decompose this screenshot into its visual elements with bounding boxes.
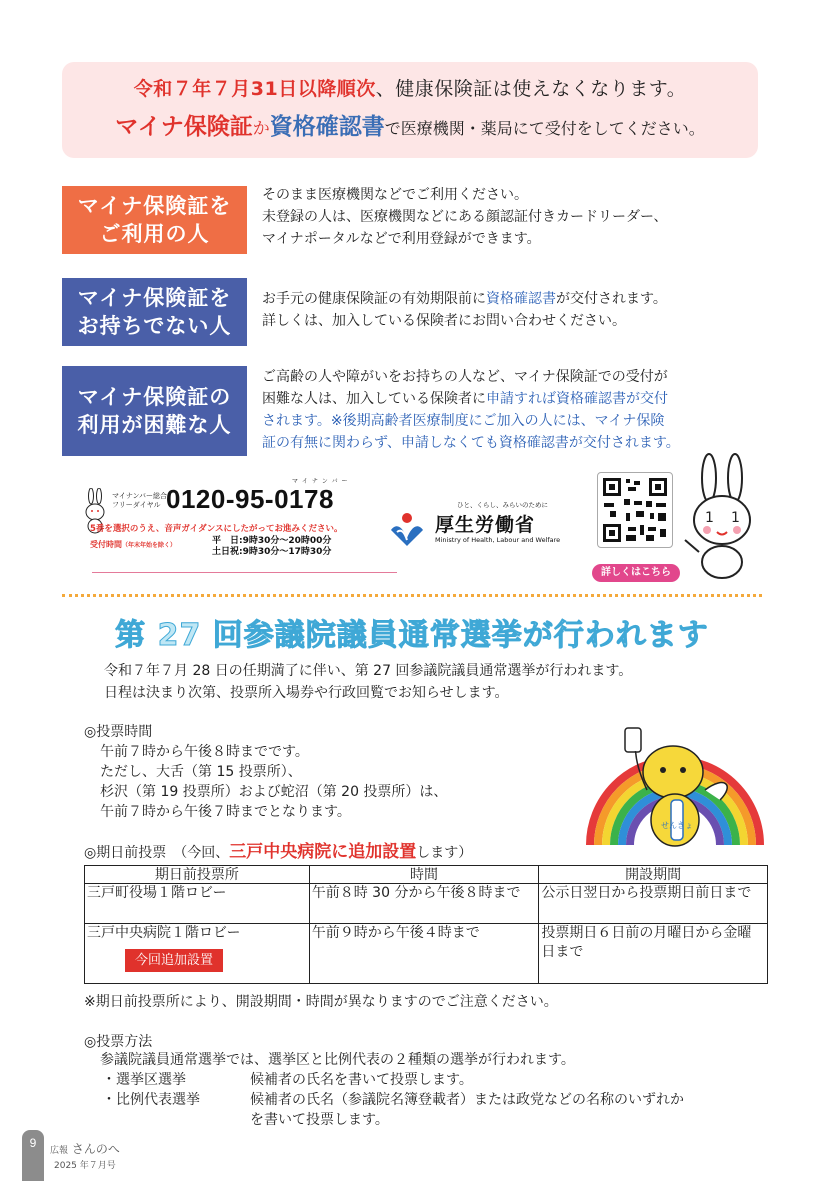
section-divider bbox=[62, 594, 762, 597]
more-info-link[interactable]: 詳しくはこちら bbox=[592, 564, 680, 582]
free-dial-name bbox=[112, 492, 167, 510]
magazine-name bbox=[50, 1140, 120, 1157]
notice-maina-hokensho: マイナ保険証 bbox=[115, 114, 253, 140]
case-1-desc-line: 未登録の人は、医療機関などにある顔認証付きカードリーダー、 bbox=[262, 209, 668, 225]
case-2-label-line-2: お持ちでない人 bbox=[77, 314, 232, 338]
case-3-desc-line: ご高齢の人や障がいをお持ちの人など、マイナ保険証での受付が bbox=[262, 369, 668, 385]
phone-number[interactable]: 0120-95-0178 bbox=[166, 484, 334, 514]
case-1-description bbox=[262, 184, 762, 250]
voting-method-line: 参議院議員通常選挙では、選挙区と比例代表の２種類の選挙が行われます。 bbox=[100, 1052, 575, 1068]
early-voting-heading-a: ◎期日前投票 （今回、 bbox=[84, 845, 230, 861]
case-3-label-line-2: 利用が困難な人 bbox=[77, 413, 232, 437]
case-2-desc-line: 詳しくは、加入している保険者にお問い合わせください。 bbox=[262, 313, 626, 329]
table-cell-text: 三戸中央病院１階ロビー bbox=[87, 925, 241, 941]
case-1-label-line-2: ご利用の人 bbox=[99, 222, 210, 246]
early-voting-table bbox=[84, 865, 768, 984]
bunny-mascot-large-icon bbox=[677, 452, 767, 582]
magazine-prefix: 広報 bbox=[50, 1146, 69, 1156]
hours-note: （年末年始を除く） bbox=[122, 542, 177, 549]
table-header: 開設期間 bbox=[539, 866, 768, 884]
method-item bbox=[100, 1070, 770, 1090]
contact-band bbox=[62, 472, 762, 582]
mhlw-english-name: Ministry of Health, Labour and Welfare bbox=[435, 536, 561, 544]
table-cell: 三戸町役場１階ロビー bbox=[85, 884, 310, 924]
voting-method-line: を書いて投票します。 bbox=[250, 1112, 389, 1128]
issue-date: 2025 年７月号 bbox=[54, 1161, 116, 1171]
free-dial-box bbox=[82, 478, 422, 566]
early-voting-heading-end: します） bbox=[416, 845, 473, 861]
table-header-row bbox=[85, 866, 768, 884]
case-2-desc-highlight: 資格確認書 bbox=[486, 291, 556, 307]
case-3-desc-a: 困難な人は、加入している保険者に bbox=[262, 391, 486, 407]
table-cell: 公示日翌日から投票期日前日まで bbox=[539, 884, 768, 924]
table-row bbox=[85, 884, 768, 924]
notice-line-1-rest: 、健康保険証は使えなくなります。 bbox=[375, 78, 687, 100]
early-voting-note: ※期日前投票所により、開設期間・時間が異なりますのでご注意ください。 bbox=[84, 994, 558, 1010]
case-2-desc-a: お手元の健康保険証の有効期限前に bbox=[262, 291, 486, 307]
case-3-desc-highlight: 申請すれば資格確認書が交付 bbox=[486, 391, 668, 407]
case-3-desc-line: されます。※後期高齢者医療制度にご加入の人には、マイナ保険 bbox=[262, 413, 665, 429]
early-voting-heading bbox=[84, 842, 472, 863]
mhlw-logo bbox=[387, 502, 567, 552]
divider bbox=[92, 572, 397, 573]
table-cell bbox=[85, 924, 310, 984]
hours-weekend: 土日祝:9時30分～17時30分 bbox=[212, 547, 332, 557]
case-3-desc-line bbox=[262, 432, 762, 454]
election-mascot-icon bbox=[585, 720, 765, 850]
page-number: 9 bbox=[22, 1130, 44, 1181]
method-item-name: ・比例代表選挙 bbox=[102, 1092, 200, 1108]
method-item bbox=[100, 1090, 770, 1110]
mhlw-name: 厚生労働省 bbox=[435, 514, 536, 536]
election-intro-line: 日程は決まり次第、投票所入場券や行政回覧でお知らせします。 bbox=[104, 685, 509, 701]
notice-date: 令和７年７月31日以降順次 bbox=[133, 78, 376, 100]
new-location-badge: 今回追加設置 bbox=[125, 949, 223, 972]
case-label-difficult bbox=[62, 366, 247, 456]
case-3-label-line-1: マイナ保険証の bbox=[77, 385, 232, 409]
method-item-text: 候補者の氏名（参議院名簿登載者）または政党などの名称のいずれか bbox=[250, 1092, 684, 1108]
free-dial-name-line-1: マイナンバー総合 bbox=[112, 492, 168, 500]
case-3-desc-line bbox=[262, 388, 762, 410]
hours-label bbox=[90, 539, 176, 550]
mhlw-emblem-icon bbox=[387, 508, 427, 548]
table-cell: 午前９時から午後４時まで bbox=[309, 924, 539, 984]
hours-weekday: 平 日:9時30分～20時00分 bbox=[212, 536, 332, 546]
qr-code[interactable] bbox=[597, 472, 673, 548]
case-2-description bbox=[262, 288, 762, 332]
voting-hours-body bbox=[100, 742, 447, 822]
notice-line-2-rest: で医療機関・薬局にて受付をしてください。 bbox=[384, 119, 705, 138]
mhlw-tagline: ひと、くらし、みらいのために bbox=[457, 501, 548, 509]
case-1-desc-line: そのまま医療機関などでご利用ください。 bbox=[262, 187, 528, 203]
voting-method-heading: ◎投票方法 bbox=[84, 1034, 153, 1050]
table-header: 期日前投票所 bbox=[85, 866, 310, 884]
notice-shikaku-kakuninsho: 資格確認書 bbox=[269, 114, 385, 140]
election-title: 第 27 回参議院議員通常選挙が行われます bbox=[115, 618, 709, 653]
table-header: 時間 bbox=[309, 866, 539, 884]
voting-hours-line: 午前７時から午後８時までです。 bbox=[100, 744, 309, 760]
case-1-desc-line: マイナポータルなどで利用登録ができます。 bbox=[262, 231, 541, 247]
voting-hours-heading: ◎投票時間 bbox=[84, 724, 153, 740]
svg-text:1: 1 bbox=[705, 510, 714, 526]
voting-hours-line: ただし、大舌（第 15 投票所）、 bbox=[100, 764, 302, 780]
case-3-desc-b: 証の有無に関わらず、 bbox=[262, 435, 401, 451]
election-intro bbox=[104, 660, 764, 704]
qr-code-icon bbox=[598, 473, 672, 547]
election-intro-line: 令和７年７月 28 日の任期満了に伴い、第 27 回参議院議員通常選挙が行われます。 bbox=[104, 663, 633, 679]
voting-method-body bbox=[100, 1050, 770, 1130]
notice-line-1 bbox=[62, 76, 758, 102]
table-row bbox=[85, 924, 768, 984]
method-item-text: 候補者の氏名を書いて投票します。 bbox=[250, 1072, 473, 1088]
case-3-description bbox=[262, 366, 762, 454]
notice-ka: か bbox=[252, 119, 270, 139]
case-1-label-line-1: マイナ保険証を bbox=[77, 194, 232, 218]
free-dial-name-line-2: フリーダイヤル bbox=[112, 501, 161, 509]
case-label-using bbox=[62, 186, 247, 254]
case-3-desc-highlight-2: 申請しなくても資格確認書が交付されます。 bbox=[400, 435, 680, 451]
voting-hours-line: 午前７時から午後７時までとなります。 bbox=[100, 804, 351, 820]
hours-text bbox=[212, 536, 331, 558]
early-voting-heading-red: 三戸中央病院に追加設置 bbox=[229, 842, 417, 862]
voting-hours-line: 杉沢（第 19 投票所）および蛇沼（第 20 投票所）は、 bbox=[100, 784, 448, 800]
method-item-name: ・選挙区選挙 bbox=[102, 1072, 186, 1088]
case-2-label-line-1: マイナ保険証を bbox=[77, 286, 232, 310]
case-2-desc-line bbox=[262, 288, 762, 310]
phone-guide-text: 5番を選択のうえ、音声ガイダンスにしたがってお進みください。 bbox=[90, 524, 343, 534]
mascot-sash-text: せんきょ bbox=[661, 821, 693, 830]
insurance-notice-box bbox=[62, 62, 758, 158]
phone-ruby: マ イ ナ ン バ ー bbox=[292, 478, 349, 485]
notice-line-2 bbox=[62, 112, 758, 144]
magazine-title: さんのへ bbox=[71, 1142, 120, 1156]
case-2-desc-b: が交付されます。 bbox=[556, 291, 667, 307]
svg-text:1: 1 bbox=[731, 510, 740, 526]
hours-label-text: 受付時間 bbox=[90, 540, 122, 549]
case-label-not-having bbox=[62, 278, 247, 346]
table-cell: 午前８時 30 分から午後８時まで bbox=[309, 884, 539, 924]
table-cell: 投票期日６日前の月曜日から金曜日まで bbox=[539, 924, 768, 984]
